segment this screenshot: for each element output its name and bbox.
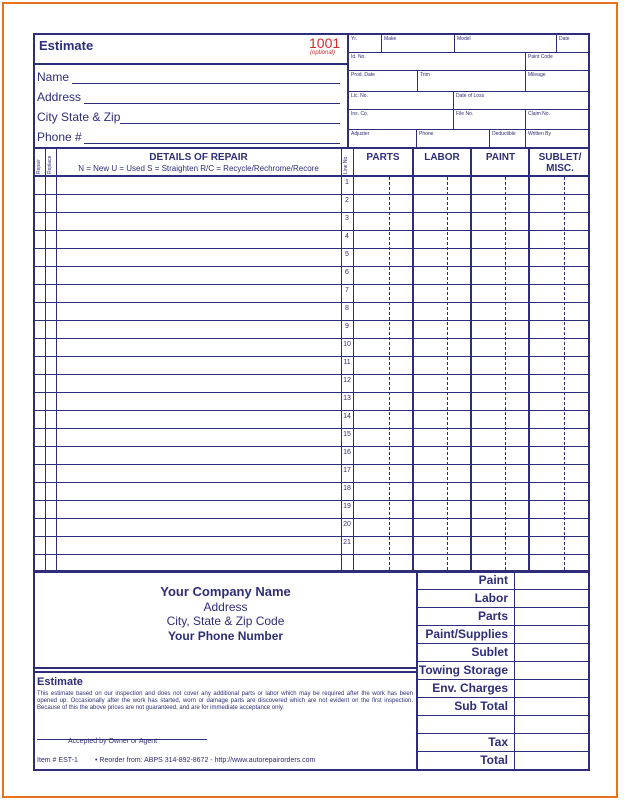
table-row-line xyxy=(35,464,588,465)
line-number: 5 xyxy=(345,251,349,258)
total-label: Env. Charges xyxy=(432,681,508,695)
repair-col-label: Repair xyxy=(36,159,42,174)
table-row-line xyxy=(35,374,588,375)
labor-col-header: LABOR xyxy=(424,152,460,163)
line-number: 17 xyxy=(343,467,351,474)
lic-no-label: Lic. No. xyxy=(351,93,368,99)
address-field[interactable] xyxy=(84,103,340,104)
total-label: Paint/Supplies xyxy=(425,627,508,641)
table-row-line xyxy=(35,230,588,231)
city-field[interactable] xyxy=(120,123,340,124)
header-divider xyxy=(35,63,347,65)
line-number: 4 xyxy=(345,233,349,240)
trim-label: Trim xyxy=(420,72,430,78)
line-number: 7 xyxy=(345,287,349,294)
claim-no-label: Claim No. xyxy=(528,111,550,117)
reorder-info: • Reorder from: ABPS 314-892-8672 - http://www.autorepairorders.com xyxy=(95,757,316,764)
adjuster-label: Adjuster xyxy=(351,131,370,137)
company-phone: Your Phone Number xyxy=(167,629,284,643)
file-no-label: File No. xyxy=(456,111,474,117)
table-row-line xyxy=(35,320,588,321)
paint-code-label: Paint Code xyxy=(528,54,553,60)
company-name: Your Company Name xyxy=(160,584,291,599)
line-number: 12 xyxy=(343,377,351,384)
parts-col-header: PARTS xyxy=(366,152,400,163)
table-row-line xyxy=(35,284,588,285)
line-number: 16 xyxy=(343,449,351,456)
yr-label: Yr. xyxy=(351,36,358,42)
table-row-line xyxy=(35,266,588,267)
line-number: 20 xyxy=(343,521,351,528)
make-label: Make xyxy=(384,36,397,42)
total-label: Labor xyxy=(474,591,508,605)
date-of-loss-label: Date of Loss xyxy=(456,93,485,99)
line-number: 19 xyxy=(343,503,351,510)
total-row-line xyxy=(417,697,588,698)
address-label: Address xyxy=(37,90,82,104)
total-row-line xyxy=(417,733,588,734)
total-label: Tax xyxy=(488,735,508,749)
date-label: Date xyxy=(559,36,570,42)
disclaimer-text: This estimate based on our inspection and does not cover any additional parts or labor which may be required after the work has been opened up. Occasionally after the work has started, worn or damage parts are discovered which are not evident on the first inspection. Because of this the above prices are not guaranteed, and are for immediate acceptance only. xyxy=(37,691,413,711)
phone-label-vehicle: Phone xyxy=(419,131,434,137)
id-no-label: Id. No. xyxy=(351,54,366,60)
paint-col-header: PAINT xyxy=(485,152,516,163)
estimate-number: 1001 xyxy=(309,35,341,51)
table-row-line xyxy=(35,482,588,483)
line-number: 8 xyxy=(345,305,349,312)
written-by-label: Written By xyxy=(528,131,551,137)
name-field[interactable] xyxy=(72,83,340,84)
table-row-line xyxy=(35,392,588,393)
phone-field[interactable] xyxy=(84,143,340,144)
table-row-line xyxy=(35,338,588,339)
line-number: 9 xyxy=(345,323,349,330)
line-number: 6 xyxy=(345,269,349,276)
city-label: City State & Zip xyxy=(37,110,121,124)
total-row-line xyxy=(417,661,588,662)
table-row-line xyxy=(35,212,588,213)
table-row-line xyxy=(35,536,588,537)
table-row-line xyxy=(35,194,588,195)
total-row-line xyxy=(417,589,588,590)
total-row-line xyxy=(417,607,588,608)
table-row-line xyxy=(35,446,588,447)
mileage-label: Mileage xyxy=(528,72,546,78)
table-row-line xyxy=(35,428,588,429)
line-number: 21 xyxy=(343,539,351,546)
total-label: Sublet xyxy=(471,645,508,659)
company-city: City, State & Zip Code xyxy=(166,614,285,628)
total-row-line xyxy=(417,625,588,626)
line-number: 1 xyxy=(345,179,349,186)
total-row-line xyxy=(417,751,588,752)
table-row-line xyxy=(35,302,588,303)
accepted-label: Accepted by Owner or Agent xyxy=(68,738,158,745)
table-row-line xyxy=(35,410,588,411)
name-label: Name xyxy=(37,70,70,84)
line-number: 2 xyxy=(345,197,349,204)
total-row-line xyxy=(417,643,588,644)
line-number: 14 xyxy=(343,413,351,420)
table-row-line xyxy=(35,248,588,249)
table-row-line xyxy=(35,554,588,555)
prod-date-label: Prod. Date xyxy=(351,72,375,78)
ins-co-label: Ins. Co. xyxy=(351,111,369,117)
phone-label: Phone # xyxy=(37,130,82,144)
model-label: Model xyxy=(457,36,471,42)
total-row-line xyxy=(417,715,588,716)
line-number: 11 xyxy=(343,359,351,366)
total-row-line xyxy=(417,679,588,680)
line-number: 10 xyxy=(343,341,351,348)
total-label: Towing Storage xyxy=(418,663,508,677)
line-number: 18 xyxy=(343,485,351,492)
sublet-col-header-2: MISC. xyxy=(546,163,574,174)
total-label: Paint xyxy=(478,573,508,587)
line-number: 15 xyxy=(343,431,351,438)
line-number: 13 xyxy=(343,395,351,402)
company-address: Address xyxy=(203,600,248,614)
table-bottom-line xyxy=(35,570,588,572)
details-legend: N = New U = Used S = Straighten R/C = Recycle/Rechrome/Recore xyxy=(78,164,319,173)
sublet-col-header-1: SUBLET/ xyxy=(538,152,582,163)
estimate-number-note: (optional) xyxy=(310,50,336,56)
table-row-line xyxy=(35,356,588,357)
table-row-line xyxy=(35,500,588,501)
disclaimer-title: Estimate xyxy=(37,676,83,688)
table-top-line xyxy=(35,147,588,149)
line-no-col-label: Line No. xyxy=(343,155,349,174)
item-number: Item # EST-1 xyxy=(37,757,78,764)
table-row-line xyxy=(35,518,588,519)
total-label: Sub Total xyxy=(454,699,508,713)
deductible-label: Deductible xyxy=(492,131,516,137)
total-label: Total xyxy=(480,753,508,767)
replace-col-label: Replace xyxy=(47,155,53,174)
total-label: Parts xyxy=(477,609,508,623)
line-number: 3 xyxy=(345,215,349,222)
details-title: DETAILS OF REPAIR xyxy=(149,152,248,163)
form-title: Estimate xyxy=(39,38,94,53)
